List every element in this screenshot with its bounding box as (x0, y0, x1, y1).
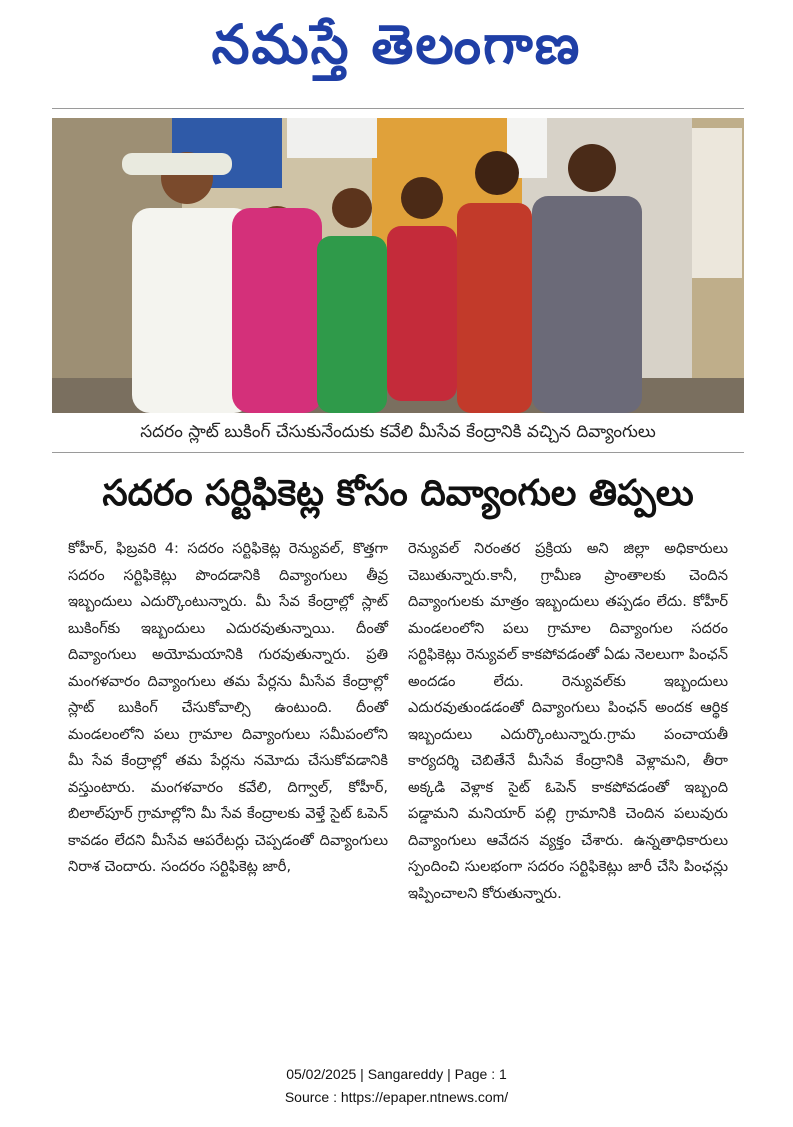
article-column-left: కోహీర్, ఫిబ్రవరి 4: సదరం సర్టిఫికెట్ల రెన్యువల్, కొత్తగా సదరం సర్టిఫికెట్లు పొందడానికి దివ్యాంగులు తీవ్ర ఇబ్బందులు ఎదుర్కొంటున్నారు. మీ సేవ కేంద్రాల్లో స్లాట్ బుకింగ్‌కు ఇబ్బందులు ఎదురవుతున్నాయి. దీంతో దివ్యాంగులు అయోమయానికి గురవుతున్నారు. ప్రతి మంగళవారం దివ్యాంగులు తమ పేర్లను మీసేవ కేంద్రాల్లో స్లాట్ బుకింగ్ చేసుకోవాల్సి ఉంటుంది. దీంతో మండలంలోని పలు గ్రామాల దివ్యాంగులు సమీపంలోని మీ సేవ కేంద్రాల్లో తమ పేర్లను నమోదు చేసుకోవడానికి వస్తుంటారు. మంగళవారం కవేలి, దిగ్వాల్, కోహీర్, బిలాల్‌పూర్ గ్రామాల్లోని మీ సేవ కేంద్రాలకు వెళ్తే సైట్ ఓపెన్ కావడం లేదని మీసేవ ఆపరేటర్లు చెప్పడంతో దివ్యాంగులు నిరాశ చెందారు. సందరం సర్టిఫికెట్ల జారీ, (68, 540, 388, 875)
article-headline: సదరం సర్టిఫికెట్ల కోసం దివ్యాంగుల తిప్పలు (102, 473, 694, 514)
top-divider (52, 108, 744, 109)
footer-source: Source : https://epaper.ntnews.com/ (284, 1089, 509, 1105)
footer-date-edition: 05/02/2025 | Sangareddy | Page : 1 (286, 1066, 507, 1082)
article-column-right: రెన్యువల్ నిరంతర ప్రక్రియ అని జిల్లా అధికారులు చెబుతున్నారు.కానీ, గ్రామీణ ప్రాంతాలకు చెందిన దివ్యాంగులకు మాత్రం ఇబ్బందులు తప్పడం లేదు. కోహీర్ మండలంలోని పలు గ్రామాల దివ్యాంగుల సదరం సర్టిఫికెట్లు రెన్యువల్ కాకపోవడంతో ఏడు నెలలుగా పింఛన్ అందడం లేదు. రెన్యువల్‌కు ఇబ్బందులు ఎదురవుతుండడంతో దివ్యాంగులు పింఛన్ అందక ఆర్థిక ఇబ్బందులు ఎదుర్కొంటున్నారు.గ్రామ పంచాయతీ కార్యదర్శి చెబితేనే మీసేవ కేంద్రానికి వెళ్లామని, తీరా అక్కడి వెళ్లాక సైట్ ఓపెన్ కాకపోవడంతో ఇబ్బంది పడ్డామని మనియార్ పల్లి గ్రామానికి చెందిన పలువురు దివ్యాంగులు ఆవేదన వ్యక్తం చేశారు. ఉన్నతాధికారులు స్పందించి సులభంగా సదరం సర్టిఫికెట్లు జారీ చేసి పింఛన్లు ఇప్పించాలని కోరుతున్నారు. (408, 540, 728, 902)
caption-divider (52, 452, 744, 453)
photo-caption: సదరం స్లాట్ బుకింగ్ చేసుకునేందుకు కవేలి మీసేవ కేంద్రానికి వచ్చిన దివ్యాంగులు (140, 422, 656, 442)
news-photo (52, 118, 744, 413)
masthead-logo: నమస్తే తెలంగాణ (211, 13, 582, 76)
